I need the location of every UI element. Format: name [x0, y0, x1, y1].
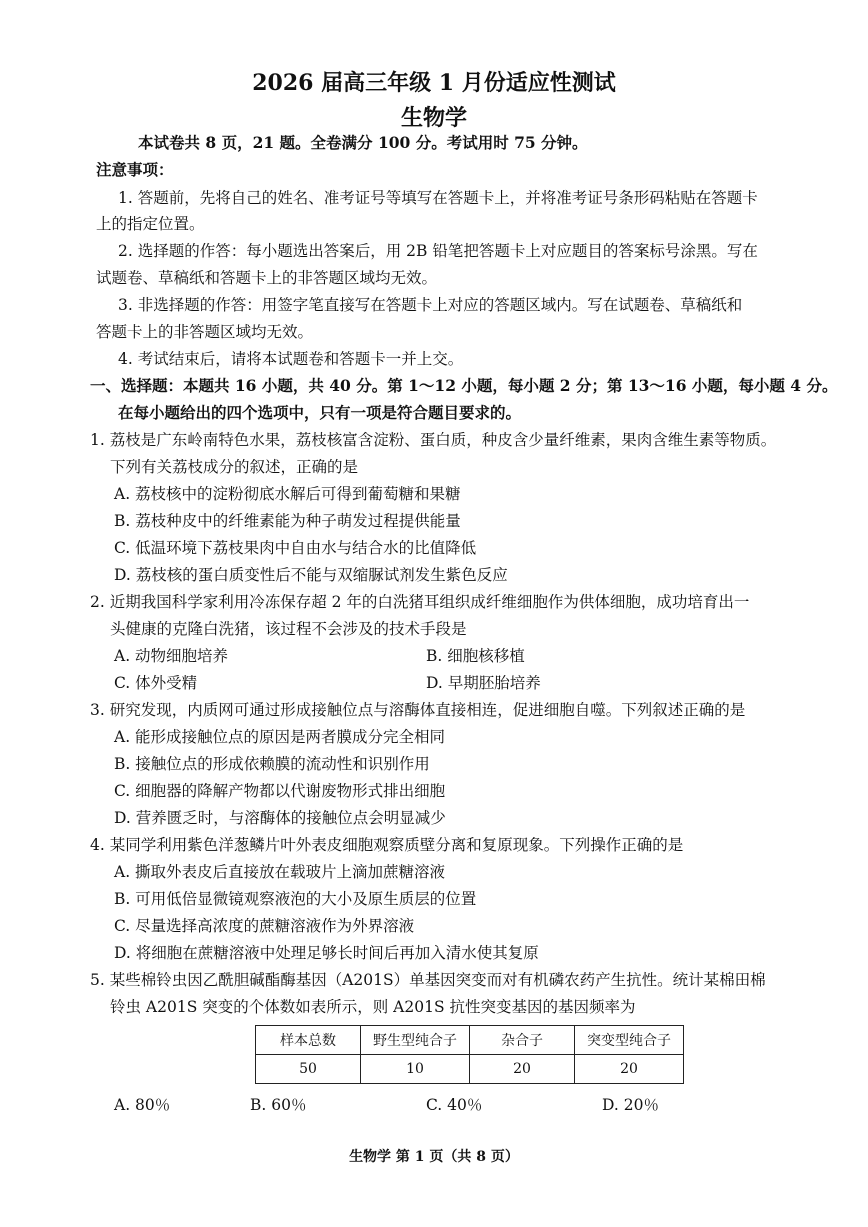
q4-option-a: A. 撕取外表皮后直接放在载玻片上滴加蔗糖溶液 [114, 863, 446, 881]
q2-stem-line-1: 2. 近期我国科学家利用冷冻保存超 2 年的白洗猪耳组织成纤维细胞作为供体细胞，成功培育出一 [90, 593, 750, 611]
q1-stem-line-1: 1. 荔枝是广东岭南特色水果，荔枝核富含淀粉、蛋白质，种皮含少量纤维素，果肉含维生素等物质。 [90, 431, 777, 449]
note-3-line-2: 答题卡上的非答题区域均无效。 [96, 323, 314, 341]
table-row [256, 1055, 684, 1084]
q2-option-c: C. 体外受精 [114, 674, 198, 692]
table-header-cell: 突变型纯合子 [575, 1026, 684, 1055]
q3-option-b: B. 接触位点的形成依赖膜的流动性和识别作用 [114, 755, 430, 773]
page-footer: 生物学 第 1 页（共 8 页） [349, 1149, 519, 1165]
table-header-cell: 样本总数 [256, 1026, 361, 1055]
q5-option-a: A. 80％ [114, 1096, 171, 1114]
q5-option-d: D. 20％ [602, 1096, 659, 1114]
q5-stem-line-2: 铃虫 A201S 突变的个体数如表所示，则 A201S 抗性突变基因的基因频率为 [110, 998, 636, 1016]
q2-option-b: B. 细胞核移植 [426, 647, 525, 665]
genotype-count-table [255, 1025, 684, 1084]
q2-stem-line-2: 头健康的克隆白洗猪，该过程不会涉及的技术手段是 [110, 620, 467, 638]
q3-stem: 3. 研究发现，内质网可通过形成接触位点与溶酶体直接相连，促进细胞自噬。下列叙述正确的是 [90, 701, 746, 719]
q3-option-d: D. 营养匮乏时，与溶酶体的接触位点会明显减少 [114, 809, 446, 827]
q1-option-a: A. 荔枝核中的淀粉彻底水解后可得到葡萄糖和果糖 [114, 485, 461, 503]
q2-option-d: D. 早期胚胎培养 [426, 674, 541, 692]
table-header-row [256, 1026, 684, 1055]
note-4: 4. 考试结束后，请将本试题卷和答题卡一并上交。 [118, 350, 464, 368]
q5-option-c: C. 40％ [426, 1096, 483, 1114]
table-cell: 50 [256, 1055, 361, 1084]
note-3-line-1: 3. 非选择题的作答：用签字笔直接写在答题卡上对应的答题区域内。写在试题卷、草稿纸和 [118, 296, 743, 314]
q5-stem-line-1: 5. 某些棉铃虫因乙酰胆碱酯酶基因（A201S）单基因突变而对有机磷农药产生抗性。统计某棉田棉 [90, 971, 766, 989]
q3-option-a: A. 能形成接触位点的原因是两者膜成分完全相同 [114, 728, 446, 746]
table-header-cell: 野生型纯合子 [361, 1026, 470, 1055]
note-1-line-1: 1. 答题前，先将自己的姓名、准考证号等填写在答题卡上，并将准考证号条形码粘贴在答题卡 [118, 189, 758, 207]
q2-option-a: A. 动物细胞培养 [114, 647, 229, 665]
table-header-cell: 杂合子 [470, 1026, 575, 1055]
notes-heading: 注意事项： [96, 160, 174, 179]
q1-option-b: B. 荔枝种皮中的纤维素能为种子萌发过程提供能量 [114, 512, 461, 530]
q5-option-b: B. 60％ [250, 1096, 307, 1114]
section-heading: 一、选择题：本题共 16 小题，共 40 分。第 1～12 小题，每小题 2 分；第 13～16 小题，每小题 4 分。 [90, 376, 838, 395]
note-2-line-2: 试题卷、草稿纸和答题卡上的非答题区域均无效。 [96, 269, 438, 287]
q4-stem: 4. 某同学利用紫色洋葱鳞片叶外表皮细胞观察质壁分离和复原现象。下列操作正确的是 [90, 836, 684, 854]
note-1-line-2: 上的指定位置。 [96, 215, 205, 233]
table-cell: 20 [470, 1055, 575, 1084]
q4-option-c: C. 尽量选择高浓度的蔗糖溶液作为外界溶液 [114, 917, 415, 935]
intro-text: 本试卷共 8 页，21 题。全卷满分 100 分。考试用时 75 分钟。 [138, 133, 588, 152]
q1-option-d: D. 荔枝核的蛋白质变性后不能与双缩脲试剂发生紫色反应 [114, 566, 508, 584]
section-instruction: 在每小题给出的四个选项中，只有一项是符合题目要求的。 [118, 403, 522, 422]
table-cell: 10 [361, 1055, 470, 1084]
note-2-line-1: 2. 选择题的作答：每小题选出答案后，用 2B 铅笔把答题卡上对应题目的答案标号涂黑。写在 [118, 242, 758, 260]
q4-option-b: B. 可用低倍显微镜观察液泡的大小及原生质层的位置 [114, 890, 477, 908]
q1-stem-line-2: 下列有关荔枝成分的叙述，正确的是 [110, 458, 359, 476]
table-cell: 20 [575, 1055, 684, 1084]
subject-title: 生物学 [400, 105, 467, 131]
q1-option-c: C. 低温环境下荔枝果肉中自由水与结合水的比值降低 [114, 539, 477, 557]
q4-option-d: D. 将细胞在蔗糖溶液中处理足够长时间后再加入清水使其复原 [114, 944, 539, 962]
q3-option-c: C. 细胞器的降解产物都以代谢废物形式排出细胞 [114, 782, 446, 800]
exam-title: 2026 届高三年级 1 月份适应性测试 [252, 70, 616, 96]
